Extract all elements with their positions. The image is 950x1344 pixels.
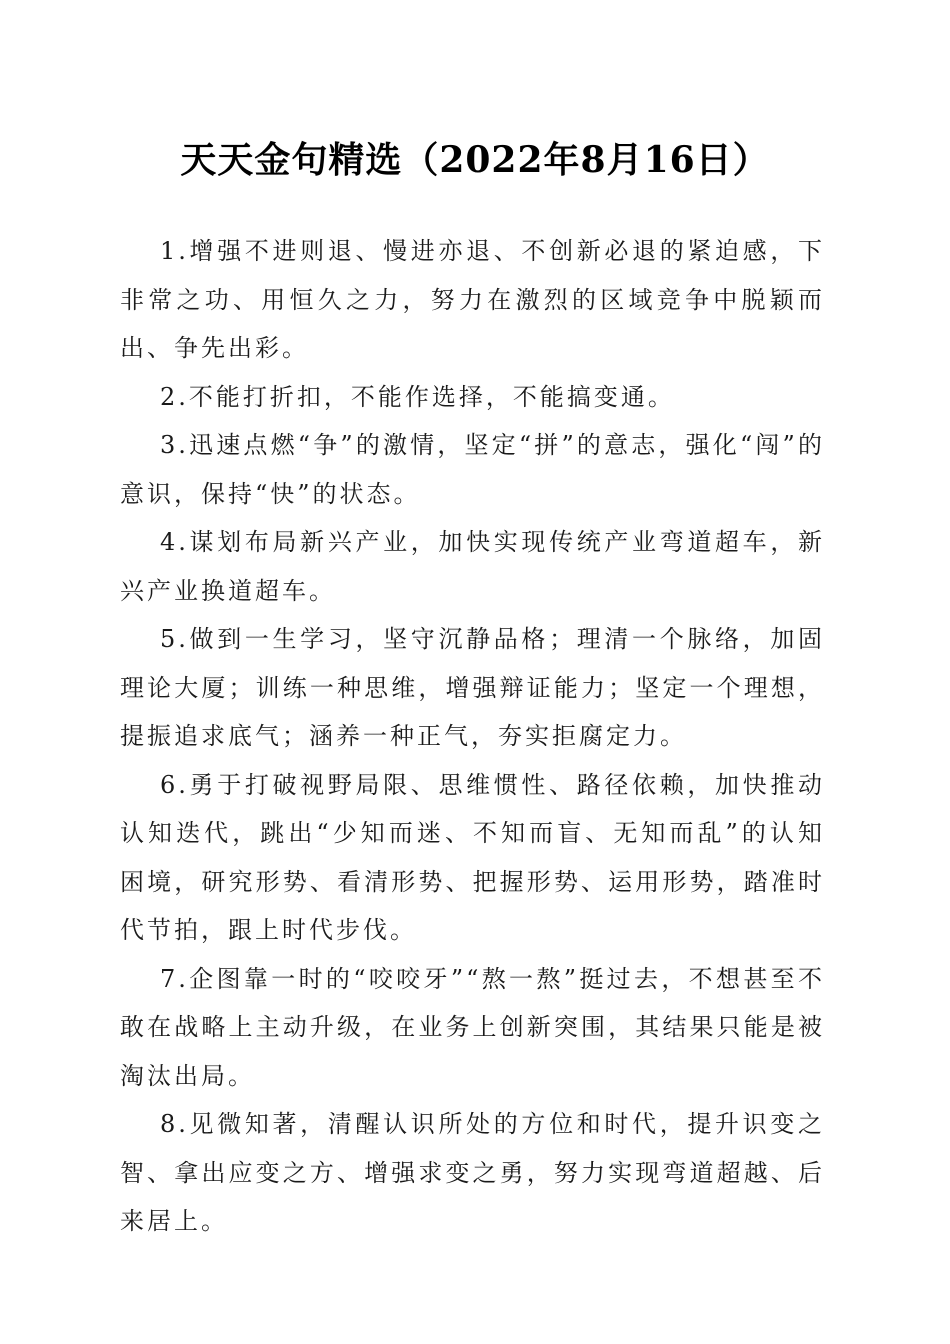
page-title: 天天金句精选（2022年8月16日） [180, 139, 770, 181]
quote-paragraph-5: 5.做到一生学习，坚守沉静品格；理清一个脉络，加固理论大厦；训练一种思维，增强辩证能力；坚定一个理想，提振追求底气；涵养一种正气，夯实拒腐定力。 [120, 625, 825, 750]
quote-paragraph-3: 3.迅速点燃“争”的激情，坚定“拼”的意志，强化“闯”的意识，保持“快”的状态。 [120, 431, 825, 508]
quote-paragraph-4: 4.谋划布局新兴产业，加快实现传统产业弯道超车，新兴产业换道超车。 [120, 528, 825, 605]
quote-paragraph-8: 8.见微知著，清醒认识所处的方位和时代，提升识变之智、拿出应变之方、增强求变之勇，努力实现弯道超越、后来居上。 [120, 1110, 825, 1235]
quote-paragraph-1: 1.增强不进则退、慢进亦退、不创新必退的紧迫感，下非常之功、用恒久之力，努力在激烈的区域竞争中脱颖而出、争先出彩。 [120, 237, 825, 362]
quote-paragraph-2: 2.不能打折扣，不能作选择，不能搞变通。 [160, 382, 675, 411]
quote-paragraph-6: 6.勇于打破视野局限、思维惯性、路径依赖，加快推动认知迭代，跳出“少知而迷、不知而盲、无知而乱”的认知困境，研究形势、看清形势、把握形势、运用形势，踏准时代节拍，跟上时代步伐。 [120, 770, 825, 944]
quote-list [120, 227, 825, 1246]
quote-paragraph-7: 7.企图靠一时的“咬咬牙”“熬一熬”挺过去，不想甚至不敢在战略上主动升级，在业务上创新突围，其结果只能是被淘汰出局。 [120, 964, 825, 1090]
